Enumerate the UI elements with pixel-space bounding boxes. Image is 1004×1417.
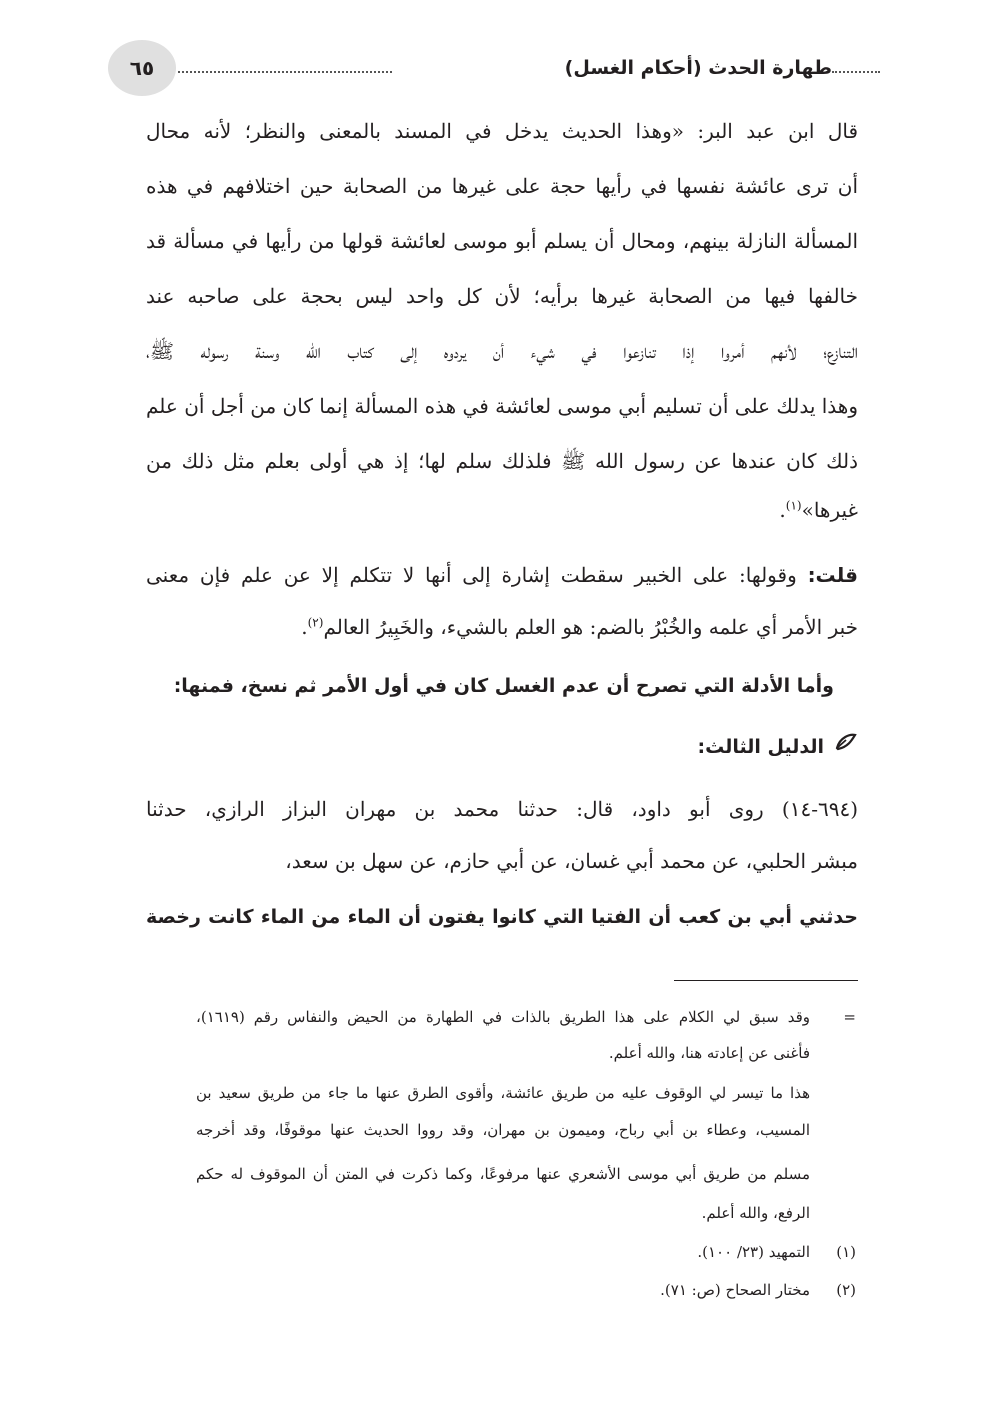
body-text: خبر الأمر أي علمه والخُبْرُ بالضم: هو العلم بالشيء، والخَبِيرُ العالم [323, 615, 858, 639]
quote-end: غيرها» [801, 498, 858, 522]
hadith-line: (٦٩٤-١٤) روى أبو داود، قال: حدثنا محمد بن مهران البزاز الرازي، حدثنا [146, 797, 858, 821]
qultu-label: قلت: [807, 563, 858, 587]
footnote-ref: (٢) [307, 615, 324, 630]
footnote-ref: (١) [785, 498, 802, 513]
header-dots-left [178, 71, 392, 73]
body-line: المسألة النازلة بينهم، ومحال أن يسلم أبو موسى لعائشة قولها من رأيها في مسألة قد [146, 229, 858, 253]
body-line: خبر الأمر أي علمه والخُبْرُ بالضم: هو العلم بالشيء، والخَبِيرُ العالم$^{(٢)}$. [301, 615, 858, 639]
body-line: التنازع؛ لأنهم أمروا إذا تنازعوا في شيء أن يردوه إلى كتاب الله وسنة رسوله ﷺ، [146, 339, 858, 363]
body-line [146, 560, 858, 590]
footnote-line: المسيب، وعطاء بن أبي رباح، وميمون بن مهران، وقد رووا الحديث عنها موقوفًا، وقد أخرجه [196, 1121, 810, 1139]
leaf-ornament-icon [834, 731, 858, 762]
footnote-line: وقد سبق لي الكلام على هذا الطريق بالذات في الطهارة من الحيض والنفاس رقم (١٦١٩)، [196, 1008, 810, 1026]
footnote-number: (٢) [836, 1281, 856, 1299]
body-line: وهذا يدلك على أن تسليم أبي موسى لعائشة في هذه المسألة إنما كان من أجل أن علم [146, 394, 858, 418]
footnote-2: مختار الصحاح (ص: ٧١). [660, 1281, 810, 1299]
evidence-intro: وأما الأدلة التي تصرح أن عدم الغسل كان في أول الأمر ثم نسخ، فمنها: [173, 675, 834, 697]
footnote-line: الرفع، والله أعلم. [701, 1204, 810, 1222]
hadith-matn: حدثني أبي بن كعب أن الفتيا التي كانوا يفتون أن الماء من الماء كانت رخصة [146, 906, 858, 928]
heading-text: الدليل الثالث: [697, 736, 824, 758]
body-line: أن ترى عائشة نفسها في رأيها حجة على غيرها من الصحابة حين اختلافهم في هذه [146, 174, 858, 198]
body-line: قال ابن عبد البر: «وهذا الحديث يدخل في المسند بالمعنى والنظر؛ لأنه محال [146, 119, 858, 143]
page-number: ٦٥ [108, 40, 176, 96]
body-line: غيرها»$^{(١)}$. [779, 498, 858, 522]
footnote-number: (١) [836, 1243, 856, 1261]
body-line: خالفها فيها من الصحابة غيرها برأيه؛ لأن كل واحد ليس بحجة على صاحبه عند [146, 284, 858, 308]
running-header-title: طهارة الحدث (أحكام الغسل) [564, 57, 832, 79]
footnote-line: هذا ما تيسر لي الوقوف عليه من طريق عائشة، وأقوى الطرق عنها ما جاء من طريق سعيد بن [196, 1084, 810, 1102]
section-heading [146, 731, 858, 762]
body-line: ذلك كان عندها عن رسول الله ﷺ فلذلك سلم لها؛ إذ هي أولى بعلم مثل ذلك من [146, 449, 858, 473]
hadith-line: مبشر الحلبي، عن محمد أبي غسان، عن أبي حازم، عن سهل بن سعد، [285, 849, 858, 873]
footnote-1: التمهيد (٢٣/ ١٠٠). [697, 1243, 810, 1261]
body-text: وقولها: على الخبير سقطت إشارة إلى أنها لا تتكلم إلا عن علم فإن معنى [146, 563, 808, 587]
header-dots-right [832, 71, 880, 73]
footnote-line: مسلم من طريق أبي موسى الأشعري عنها مرفوعًا، وكما ذكرت في المتن أن الموقوف له حكم [196, 1165, 810, 1183]
footnote-separator [674, 980, 858, 981]
continuation-marker: = [843, 1008, 856, 1026]
footnote-line: فأغنى عن إعادته هنا، والله أعلم. [608, 1044, 810, 1062]
